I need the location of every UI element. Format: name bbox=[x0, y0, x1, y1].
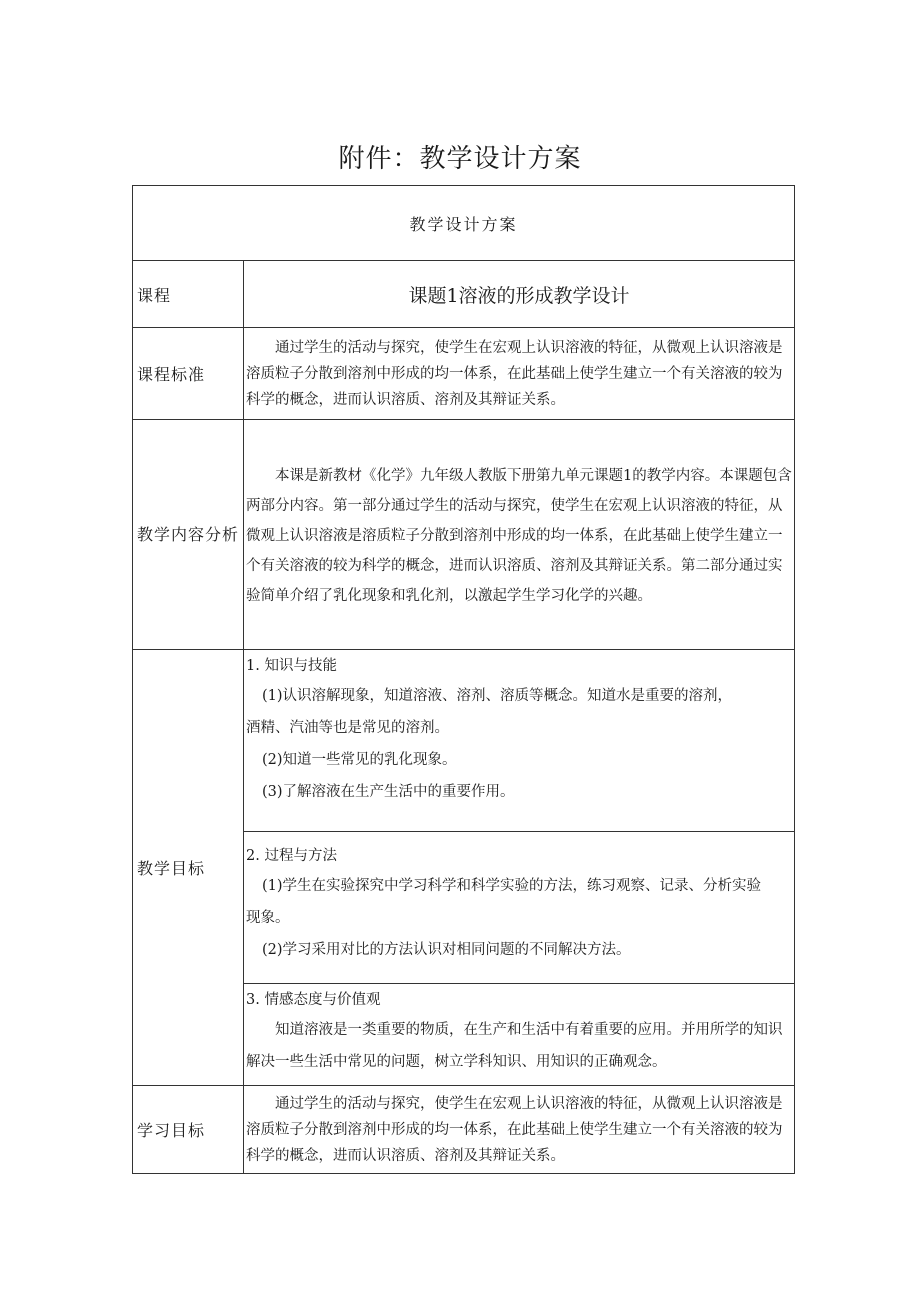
standard-row bbox=[133, 328, 795, 420]
section-1-item-2: (2)知道一些常见的乳化现象。 bbox=[262, 752, 457, 768]
section-3-text: 知道溶液是一类重要的物质，在生产和生活中有着重要的应用。并用所学的知识解决一些生活中常见的问题，树立学科知识、用知识的正确观念。 bbox=[246, 1022, 783, 1070]
teaching-plan-table bbox=[132, 185, 795, 1174]
standard-label: 课程标准 bbox=[133, 328, 244, 420]
course-row bbox=[133, 261, 795, 328]
page-title: 附件：教学设计方案 bbox=[338, 144, 582, 174]
objectives-section-2 bbox=[244, 832, 795, 984]
learning-text: 通过学生的活动与探究，使学生在宏观上认识溶液的特征，从微观上认识溶液是溶质粒子分散到溶剂中形成的均一体系，在此基础上使学生建立一个有关溶液的较为科学的概念，进而认识溶质、溶剂及其辩证关系。 bbox=[246, 1095, 783, 1164]
section-2-item-1a: (1)学生在实验探究中学习科学和科学实验的方法，练习观察、记录、分析实验 bbox=[262, 878, 762, 894]
objectives-label: 教学目标 bbox=[133, 650, 244, 1086]
objectives-row-1 bbox=[133, 650, 795, 832]
objectives-section-1 bbox=[244, 650, 795, 832]
section-2-title: 2. 过程与方法 bbox=[246, 848, 337, 864]
section-1-item-1a: (1)认识溶解现象，知道溶液、溶剂、溶质等概念。知道水是重要的溶剂， bbox=[262, 688, 733, 704]
analysis-cell bbox=[244, 420, 795, 650]
learning-row bbox=[133, 1086, 795, 1174]
section-1-title: 1. 知识与技能 bbox=[246, 658, 337, 674]
analysis-label: 教学内容分析 bbox=[133, 420, 244, 650]
table-header-row bbox=[133, 186, 795, 261]
standard-text: 通过学生的活动与探究，使学生在宏观上认识溶液的特征，从微观上认识溶液是溶质粒子分散到溶剂中形成的均一体系，在此基础上使学生建立一个有关溶液的较为科学的概念，进而认识溶质、溶剂及其辩证关系。 bbox=[246, 339, 783, 408]
section-2-item-2: (2)学习采用对比的方法认识对相同问题的不同解决方法。 bbox=[262, 942, 631, 958]
course-title: 课题1溶液的形成教学设计 bbox=[244, 261, 795, 328]
section-3-title: 3. 情感态度与价值观 bbox=[246, 992, 381, 1008]
learning-cell bbox=[244, 1086, 795, 1174]
section-1-item-3: (3)了解溶液在生产生活中的重要作用。 bbox=[262, 784, 515, 800]
table-header: 教学设计方案 bbox=[133, 186, 795, 261]
analysis-text: 本课是新教材《化学》九年级人教版下册第九单元课题1的教学内容。本课题包含两部分内容。第一部分通过学生的活动与探究，使学生在宏观上认识溶液的特征，从微观上认识溶液是溶质粒子分散到溶剂中形成的均一体系，在此基础上使学生建立一个有关溶液的较为科学的概念，进而认识溶质、溶剂及其辩证关系。第二部分通过实验简单介绍了乳化现象和乳化剂，以激起学生学习化学的兴趣。 bbox=[246, 467, 792, 604]
standard-cell bbox=[244, 328, 795, 420]
course-label: 课程 bbox=[133, 261, 244, 328]
analysis-row bbox=[133, 420, 795, 650]
objectives-section-3 bbox=[244, 984, 795, 1086]
learning-label: 学习目标 bbox=[133, 1086, 244, 1174]
section-1-item-1b: 酒精、汽油等也是常见的溶剂。 bbox=[246, 720, 449, 736]
section-2-item-1b: 现象。 bbox=[246, 910, 290, 926]
